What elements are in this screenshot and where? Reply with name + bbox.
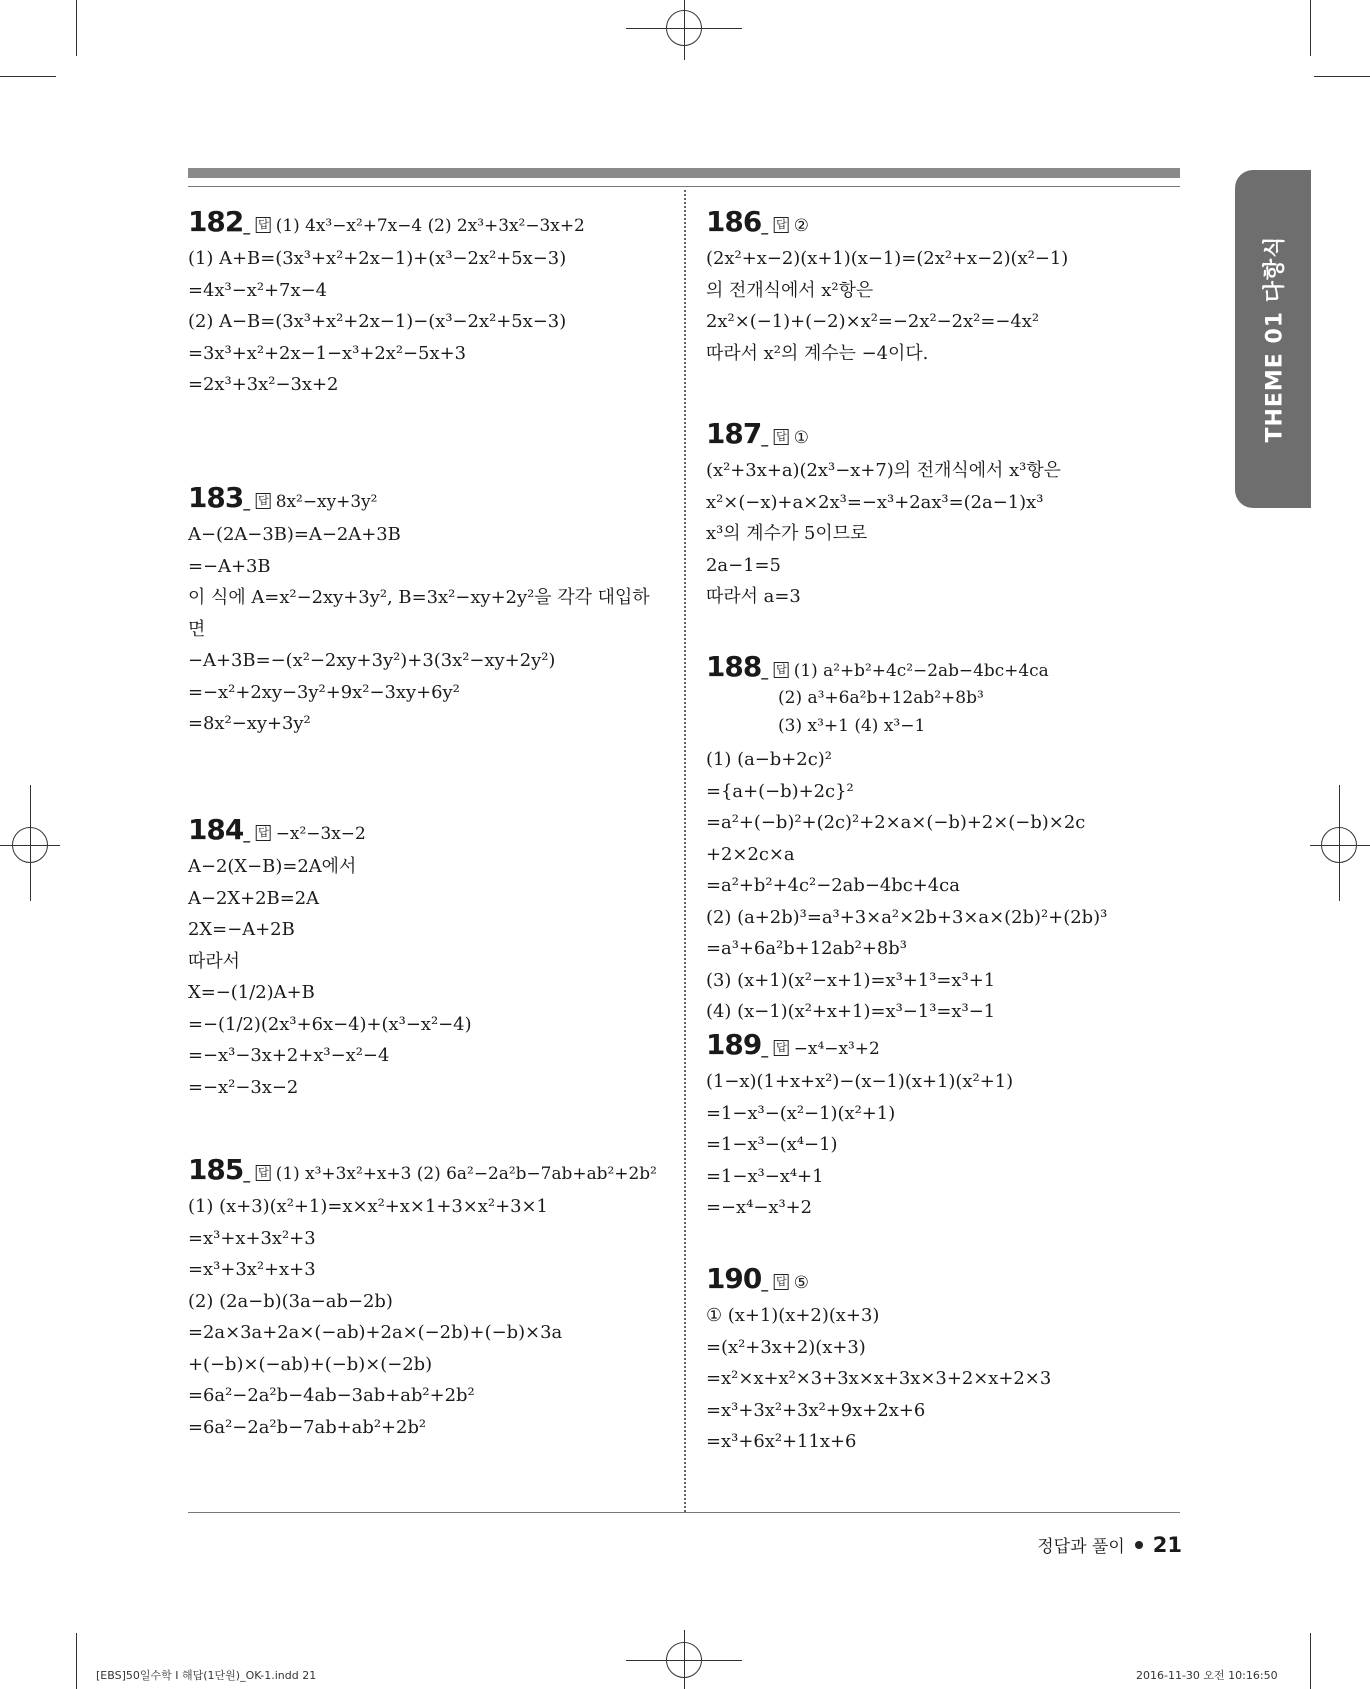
header-rule xyxy=(188,186,1180,187)
solution-line: =2x³+3x²−3x+2 xyxy=(188,374,339,395)
registration-mark xyxy=(1321,827,1357,863)
solution-line: =(x²+3x+2)(x+3) xyxy=(706,1336,866,1358)
problem-number-underscore: _ xyxy=(761,664,769,680)
crop-mark xyxy=(0,76,56,77)
solution-line: =−x³−3x+2+x³−x²−4 xyxy=(188,1045,390,1066)
solution-line: X=−(1/2)A+B xyxy=(188,982,315,1003)
solution-line: 2a−1=5 xyxy=(706,554,781,576)
problem-number: 185 xyxy=(188,1153,244,1186)
answer-badge: 답 xyxy=(776,663,787,676)
problem-number: 190 xyxy=(706,1262,762,1295)
answer-text: (1) 4x³−x²+7x−4 (2) 2x³+3x²−3x+2 xyxy=(275,216,585,236)
problem-number: 183 xyxy=(188,481,244,514)
answer-text: −x⁴−x³+2 xyxy=(793,1039,880,1059)
answer-badge: 답 xyxy=(776,430,787,443)
problem-number: 188 xyxy=(706,650,762,683)
solution-line: 의 전개식에서 x²항은 xyxy=(706,279,874,301)
answer-text: ① xyxy=(793,428,809,448)
answer-text: (1) x³+3x²+x+3 (2) 6a²−2a²b−7ab+ab²+2b² xyxy=(275,1164,657,1184)
solution-line: (2x²+x−2)(x+1)(x−1)=(2x²+x−2)(x²−1) xyxy=(706,248,1069,269)
problem-number-underscore: _ xyxy=(243,1167,251,1183)
problem-number: 189 xyxy=(706,1028,762,1061)
solution-line: (1) A+B=(3x³+x²+2x−1)+(x³−2x²+5x−3) xyxy=(188,248,567,269)
crop-mark xyxy=(76,1633,77,1689)
problem-number: 182 xyxy=(188,205,244,238)
problem-186 xyxy=(706,205,1196,369)
problem-number-underscore: _ xyxy=(761,1276,769,1292)
crop-mark xyxy=(76,0,77,56)
problem-header xyxy=(706,417,1194,455)
answer-text-continued: (2) a³+6a²b+12ab²+8b³ xyxy=(778,688,984,708)
solution-line: A−2X+2B=2A xyxy=(188,887,320,909)
crop-mark xyxy=(1314,76,1370,77)
problem-number-underscore: _ xyxy=(761,219,769,235)
solution-line: =4x³−x²+7x−4 xyxy=(188,279,328,301)
registration-mark xyxy=(666,10,702,46)
problem-header xyxy=(706,650,1194,688)
solution-line: =x³+x+3x²+3 xyxy=(188,1227,316,1249)
slug-left: [EBS]50일수학 I 해답(1단원)_OK-1.indd 21 xyxy=(96,1669,317,1682)
problem-188 xyxy=(706,650,1196,1028)
answer-text: 8x²−xy+3y² xyxy=(275,492,378,512)
problem-header xyxy=(706,205,1194,243)
registration-mark xyxy=(12,827,48,863)
problem-182 xyxy=(188,205,678,401)
crop-mark xyxy=(1310,1633,1311,1689)
solution-line: 2x²×(−1)+(−2)×x²=−2x²−2x²=−4x² xyxy=(706,311,1040,332)
problem-header xyxy=(188,481,676,519)
solution-line: =−x²−3x−2 xyxy=(188,1076,299,1098)
problem-number: 184 xyxy=(188,813,244,846)
registration-mark xyxy=(666,1642,702,1678)
solution-line: 따라서 xyxy=(188,950,240,972)
bullet-icon xyxy=(1135,1541,1143,1549)
solution-line: =−x²+2xy−3y²+9x²−3xy+6y² xyxy=(188,681,460,703)
theme-side-tab xyxy=(1235,170,1311,508)
answer-badge: 답 xyxy=(776,218,787,231)
solution-line: (2) (a+2b)³=a³+3×a²×2b+3×a×(2b)²+(2b)³ xyxy=(706,906,1108,928)
solution-line: 이 식에 A=x²−2xy+3y², B=3x²−xy+2y²을 각각 대입하 xyxy=(188,587,650,608)
solution-line: =a³+6a²b+12ab²+8b³ xyxy=(706,938,907,959)
solution-line: (1−x)(1+x+x²)−(x−1)(x+1)(x²+1) xyxy=(706,1071,1014,1092)
solution-line: =x²×x+x²×3+3x×x+3x×3+2×x+2×3 xyxy=(706,1368,1052,1389)
problem-header xyxy=(188,205,676,243)
answer-text: (1) a²+b²+4c²−2ab−4bc+4ca xyxy=(793,661,1049,681)
solution-line: =−A+3B xyxy=(188,555,271,577)
solution-line: A−(2A−3B)=A−2A+3B xyxy=(188,524,401,545)
problem-number: 187 xyxy=(706,417,762,450)
page-footer xyxy=(1037,1532,1182,1557)
solution-line: ={a+(−b)+2c}² xyxy=(706,780,854,802)
header-bar xyxy=(188,168,1180,178)
solution-line: (1) (a−b+2c)² xyxy=(706,749,832,770)
answer-text-continued: (3) x³+1 (4) x³−1 xyxy=(778,716,926,736)
solution-line: x³의 계수가 5이므로 xyxy=(706,523,868,544)
solution-line: =6a²−2a²b−4ab−3ab+ab²+2b² xyxy=(188,1385,475,1406)
solution-line: 따라서 x²의 계수는 −4이다. xyxy=(706,342,929,364)
answer-badge: 답 xyxy=(776,1041,787,1054)
solution-line: (x²+3x+a)(2x³−x+7)의 전개식에서 x³항은 xyxy=(706,460,1062,481)
solution-line: =−(1/2)(2x³+6x−4)+(x³−x²−4) xyxy=(188,1013,472,1035)
column-divider xyxy=(684,190,686,1512)
problem-184 xyxy=(188,813,678,1103)
solution-line: (2) (2a−b)(3a−ab−2b) xyxy=(188,1290,393,1312)
problem-header xyxy=(706,1262,1194,1300)
problem-187 xyxy=(706,417,1196,613)
solution-line: +(−b)×(−ab)+(−b)×(−2b) xyxy=(188,1353,433,1375)
solution-line: =1−x³−(x²−1)(x²+1) xyxy=(706,1102,896,1124)
solution-line: =1−x³−x⁴+1 xyxy=(706,1165,824,1187)
solution-line: =6a²−2a²b−7ab+ab²+2b² xyxy=(188,1416,427,1438)
solution-line: =x³+3x²+3x²+9x+2x+6 xyxy=(706,1399,926,1421)
solution-line: 따라서 a=3 xyxy=(706,586,801,607)
crop-mark xyxy=(1310,0,1311,56)
answer-badge: 답 xyxy=(258,218,269,231)
problem-number-underscore: _ xyxy=(243,827,251,843)
answer-badge: 답 xyxy=(258,826,269,839)
solution-line: (2) A−B=(3x³+x²+2x−1)−(x³−2x²+5x−3) xyxy=(188,311,567,332)
solution-line: 면 xyxy=(188,618,206,640)
solution-line: =x³+3x²+x+3 xyxy=(188,1259,316,1280)
solution-line: =3x³+x²+2x−1−x³+2x²−5x+3 xyxy=(188,342,467,364)
problem-header xyxy=(188,1153,676,1191)
theme-side-tab-label: THEME 01 다항식 xyxy=(1262,235,1288,443)
footer-rule xyxy=(188,1512,1180,1513)
answer-badge: 답 xyxy=(258,494,269,507)
slug-right: 2016-11-30 오전 10:16:50 xyxy=(1136,1669,1278,1682)
solution-line: −A+3B=−(x²−2xy+3y²)+3(3x²−xy+2y²) xyxy=(188,650,556,671)
problem-header xyxy=(188,813,676,851)
solution-line: (1) (x+3)(x²+1)=x×x²+x×1+3×x²+3×1 xyxy=(188,1196,548,1217)
solution-line: (4) (x−1)(x²+x+1)=x³−1³=x³−1 xyxy=(706,1001,996,1022)
problem-183 xyxy=(188,481,678,740)
problem-number: 186 xyxy=(706,205,762,238)
solution-line: =x³+6x²+11x+6 xyxy=(706,1431,857,1452)
problem-number-underscore: _ xyxy=(761,431,769,447)
answer-text: ② xyxy=(793,216,809,236)
solution-line: =a²+b²+4c²−2ab−4bc+4ca xyxy=(706,875,960,896)
page-number: 21 xyxy=(1152,1532,1182,1557)
solution-line: (3) (x+1)(x²−x+1)=x³+1³=x³+1 xyxy=(706,969,996,991)
solution-line: =1−x³−(x⁴−1) xyxy=(706,1134,838,1155)
problem-190 xyxy=(706,1262,1196,1458)
footer-label: 정답과 풀이 xyxy=(1037,1537,1125,1557)
solution-line: 2X=−A+2B xyxy=(188,919,295,940)
problem-189 xyxy=(706,1028,1196,1224)
problem-number-underscore: _ xyxy=(243,495,251,511)
problem-number-underscore: _ xyxy=(761,1042,769,1058)
problem-185 xyxy=(188,1153,678,1443)
answer-badge: 답 xyxy=(258,1166,269,1179)
solution-line: ① (x+1)(x+2)(x+3) xyxy=(706,1305,880,1326)
solution-line: =−x⁴−x³+2 xyxy=(706,1197,813,1218)
answer-text: ⑤ xyxy=(793,1273,809,1293)
solution-line: A−2(X−B)=2A에서 xyxy=(188,856,357,877)
problem-number-underscore: _ xyxy=(243,219,251,235)
solution-line: =2a×3a+2a×(−ab)+2a×(−2b)+(−b)×3a xyxy=(188,1322,563,1343)
solution-line: x²×(−x)+a×2x³=−x³+2ax³=(2a−1)x³ xyxy=(706,491,1044,513)
solution-line: +2×2c×a xyxy=(706,843,795,865)
answer-text: −x²−3x−2 xyxy=(275,824,366,844)
problem-header xyxy=(706,1028,1194,1066)
answer-badge: 답 xyxy=(776,1275,787,1288)
solution-line: =a²+(−b)²+(2c)²+2×a×(−b)+2×(−b)×2c xyxy=(706,812,1086,833)
solution-line: =8x²−xy+3y² xyxy=(188,713,311,734)
